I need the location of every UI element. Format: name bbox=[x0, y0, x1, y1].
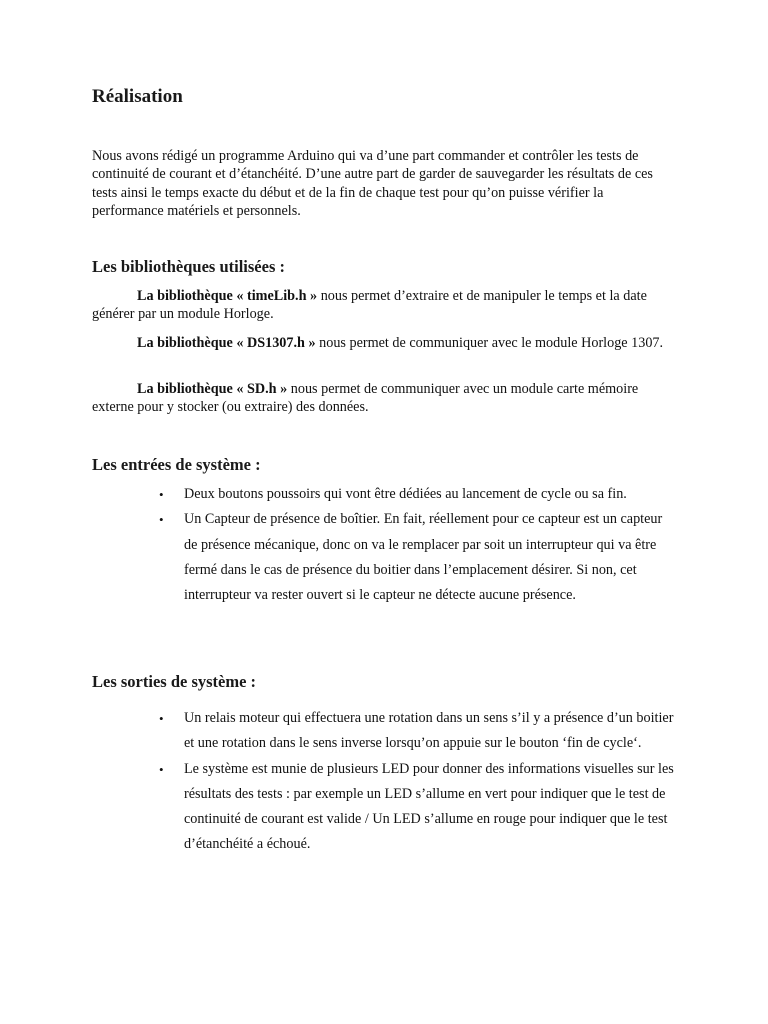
inputs-heading: Les entrées de système : bbox=[92, 455, 261, 474]
outputs-heading: Les sorties de système : bbox=[92, 672, 257, 691]
library-description-ds1307: nous permet de communiquer avec le module Horloge 1307. bbox=[315, 335, 664, 351]
library-name-sd: La bibliothèque « SD.h » bbox=[137, 381, 288, 397]
list-item bbox=[92, 507, 678, 608]
list-item-text: Un relais moteur qui effectuera une rotation dans un sens s’il y a présence d’un boitier et une rotation dans le sens inverse lorsqu’on appuie sur le bouton ‘fin de cycle‘. bbox=[184, 710, 674, 752]
list-item-text: Le système est munie de plusieurs LED pour donner des informations visuelles sur les résultats des tests : par exemple un LED s’allume en vert pour indiquer que le test de continuité de courant est valide / Un LED s’allume en rouge pour indiquer que le test d’étanchéité a échoué. bbox=[184, 760, 674, 853]
outputs-list bbox=[92, 706, 678, 858]
bullet-icon: • bbox=[159, 487, 164, 502]
libraries-heading: Les bibliothèques utilisées : bbox=[92, 257, 285, 276]
list-item bbox=[92, 706, 678, 757]
list-item-text: Un Capteur de présence de boîtier. En fait, réellement pour ce capteur est un capteur de présence mécanique, donc on va le remplacer par soit un interrupteur qui va être fermé dans le cas de présence du boitier dans l’emplacement désirer. Si non, cet interrupteur va rester ouvert si le capteur ne détecte aucune présence. bbox=[184, 511, 663, 604]
bullet-icon: • bbox=[159, 761, 164, 777]
library-paragraph-ds1307 bbox=[92, 334, 678, 352]
library-name-ds1307: La bibliothèque « DS1307.h » bbox=[137, 335, 316, 351]
list-item-text: Deux boutons poussoirs qui vont être dédiées au lancement de cycle ou sa fin. bbox=[184, 486, 627, 502]
library-description-timelib: nous permet d’extraire et de manipuler le temps et la date générer par un module Horloge. bbox=[92, 288, 647, 323]
list-item bbox=[92, 482, 678, 507]
library-paragraph-timelib bbox=[92, 287, 678, 324]
inputs-list bbox=[92, 482, 678, 608]
intro-paragraph: Nous avons rédigé un programme Arduino qui va d’une part commander et contrôler les tests de continuité de courant et d’étanchéité. D’une autre part de garder de sauvegarder les résultats de ces tests ainsi le temps exacte du début et de la fin de chaque test pour qu’on puisse vérifier la performance matériels et personnels. bbox=[92, 148, 653, 219]
list-item bbox=[92, 757, 678, 858]
library-description-sd: nous permet de communiquer avec un module carte mémoire externe pour y stocker (ou extraire) des données. bbox=[92, 381, 639, 416]
library-paragraph-sd bbox=[92, 380, 678, 417]
bullet-icon: • bbox=[159, 711, 164, 726]
document-page bbox=[92, 0, 678, 1024]
page-title: Réalisation bbox=[92, 86, 183, 107]
bullet-icon: • bbox=[159, 512, 164, 528]
library-name-timelib: La bibliothèque « timeLib.h » bbox=[137, 288, 318, 304]
